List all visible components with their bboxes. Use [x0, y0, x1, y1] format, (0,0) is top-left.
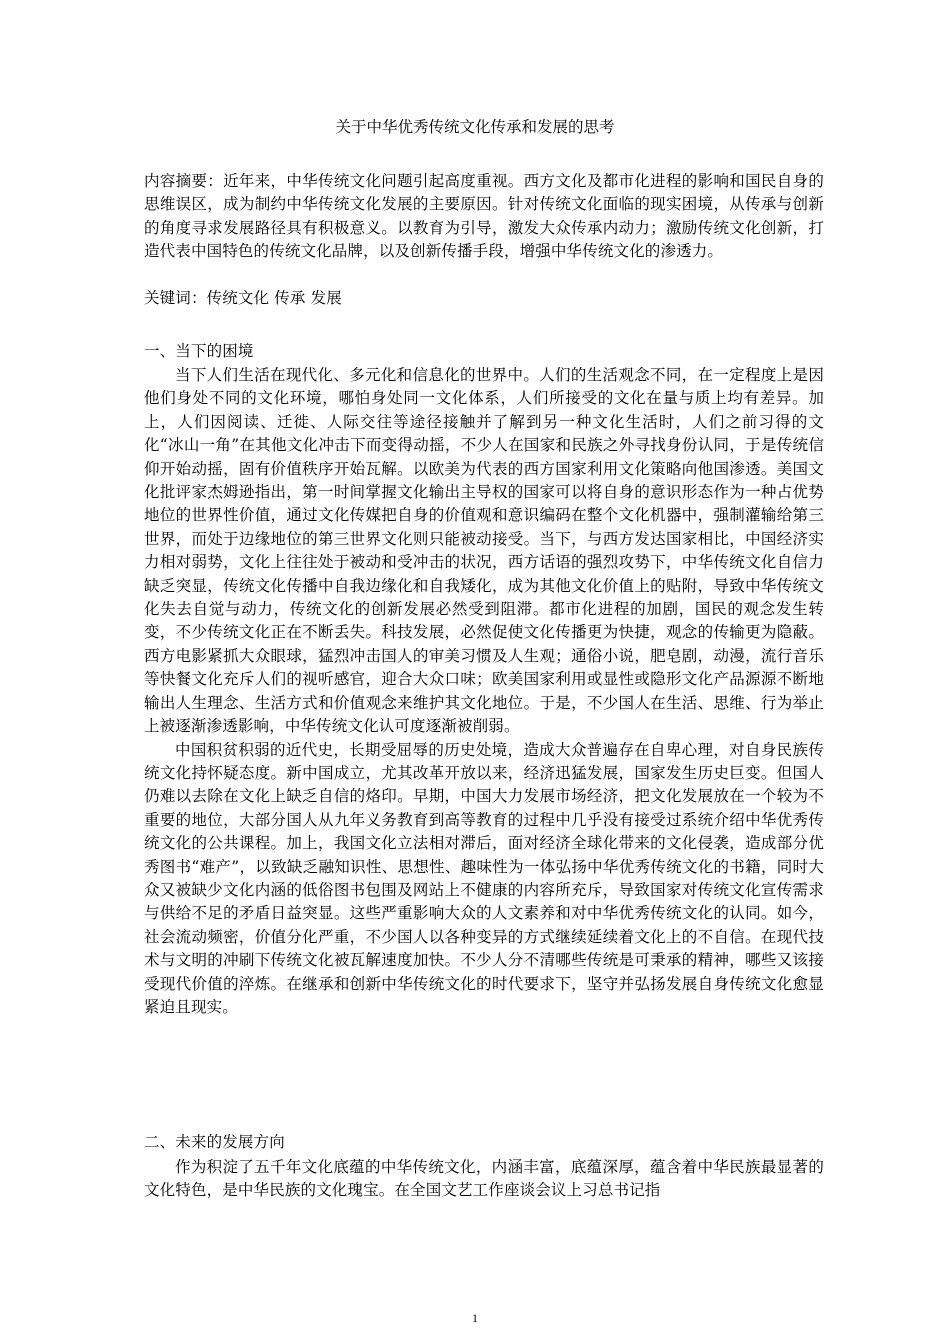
keywords-block — [144, 287, 824, 310]
body-paragraph: 当下人们生活在现代化、多元化和信息化的世界中。人们的生活观念不同，在一定程度上是因他们身处不同的文化环境，哪怕身处同一文化体系，人们所接受的文化在量与质上均有差异。加上，人们因阅读、迁徙、人际交往等途径接触并了解到另一种文化生活时，人们之前习得的文化“冰山一角”在其他文化冲击下而变得动摇，不少人在国家和民族之外寻找身份认同，于是传统信仰开始动摇，固有价值秩序开始瓦解。以欧美为代表的西方国家利用文化策略向他国渗透。美国文化批评家杰姆逊指出，第一时间掌握文化输出主导权的国家可以将自身的意识形态作为一种占优势地位的世界性价值，通过文化传媒把自身的价值观和意识编码在整个文化机器中，强制灌输给第三世界，而处于边缘地位的第三世界文化则只能被动接受。当下，与西方发达国家相比，中国经济实力相对弱势，文化上往往处于被动和受冲击的状况，西方话语的强烈攻势下，中华传统文化自信力缺乏突显，传统文化传播中自我边缘化和自我矮化，成为其他文化价值上的贴附，导致中华传统文化失去自觉与动力，传统文化的创新发展必然受到阻滞。都市化进程的加剧，国民的观念发生转变，不少传统文化正在不断丢失。科技发展，必然促使文化传播更为快捷，观念的传输更为隐蔽。西方电影紧抓大众眼球，猛烈冲击国人的审美习惯及人生观；通俗小说，肥皂剧，动漫，流行音乐等快餐文化充斥人们的视听感官，迎合大众口味；欧美国家利用或显性或隐形文化产品源源不断地输出人生理念、生活方式和价值观念来维护其文化地位。于是，不少国人在生活、思维、行为举止上被逐渐渗透影响，中华传统文化认可度逐渐被削弱。 — [144, 366, 824, 736]
page-number: 1 — [472, 1311, 478, 1325]
section-heading-1 — [144, 340, 824, 363]
document-title: 关于中华优秀传统文化传承和发展的思考 — [335, 118, 615, 136]
keywords-line: 关键词：传统文化 传承 发展 — [144, 289, 342, 307]
section-heading-1-text: 一、当下的困境 — [144, 342, 254, 360]
section-heading-2-text: 二、未来的发展方向 — [144, 1133, 285, 1151]
body-paragraph: 作为积淀了五千年文化底蕴的中华传统文化，内涵丰富，底蕴深厚，蕴含着中华民族最显著的文化特色，是中华民族的文化瑰宝。在全国文艺工作座谈会议上习总书记指 — [144, 1158, 824, 1200]
abstract-block — [144, 170, 824, 264]
abstract-paragraph: 内容摘要：近年来，中华传统文化问题引起高度重视。西方文化及都市化进程的影响和国民自身的思维误区，成为制约中华传统文化发展的主要原因。针对传统文化面临的现实困境，从传承与创新的角度寻求发展路径具有积极意义。以教育为引导，激发大众传承内动力；激励传统文化创新，打造代表中国特色的传统文化品牌，以及创新传播手段，增强中华传统文化的渗透力。 — [144, 172, 824, 261]
section-1-body — [144, 364, 824, 1019]
section-2-body — [144, 1156, 824, 1203]
body-paragraph: 中国积贫积弱的近代史，长期受屈辱的历史处境，造成大众普遍存在自卑心理，对自身民族传统文化持怀疑态度。新中国成立，尤其改革开放以来，经济迅猛发展，国家发生历史巨变。但国人仍难以去除在文化上缺乏自信的烙印。早期，中国大力发展市场经济，把文化发展放在一个较为不重要的地位，大部分国人从九年义务教育到高等教育的过程中几乎没有接受过系统介绍中华优秀传统文化的公共课程。加上，我国文化立法相对滞后，面对经济全球化带来的文化侵袭，造成部分优秀图书“难产”，以致缺乏融知识性、思想性、趣味性为一体弘扬中华优秀传统文化的书籍，同时大众又被缺少文化内涵的低俗图书包围及网站上不健康的内容所充斥，导致国家对传统文化宣传需求与供给不足的矛盾日益突显。这些严重影响大众的人文素养和对中华优秀传统文化的认同。如今，社会流动频密，价值分化严重，不少国人以各种变异的方式继续延续着文化上的不自信。在现代技术与文明的冲刷下传统文化被瓦解速度加快。不少人分不清哪些传统是可秉承的精神，哪些又该接受现代价值的淬炼。在继承和创新中华传统文化的时代要求下，坚守并弘扬发展自身传统文化愈显紧迫且现实。 — [144, 740, 824, 1016]
section-heading-2 — [144, 1131, 824, 1154]
